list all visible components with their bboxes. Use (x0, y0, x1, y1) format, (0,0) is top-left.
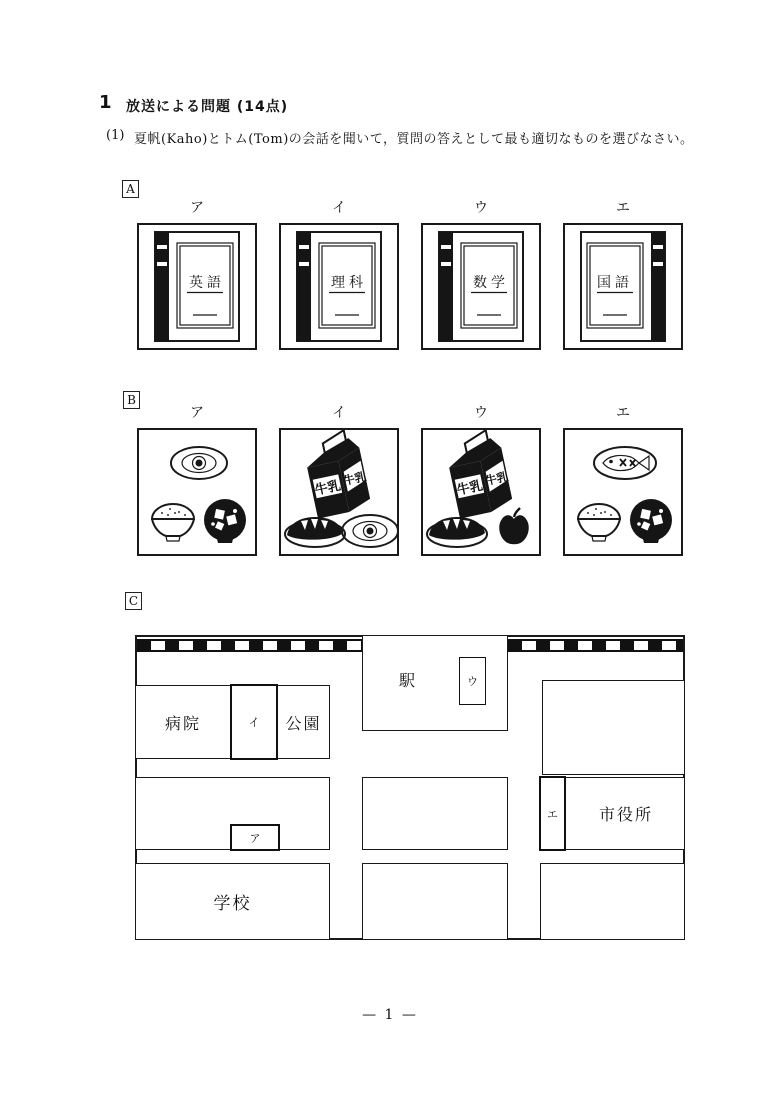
empty-block-south (362, 863, 508, 940)
book-title: 国語 (597, 275, 633, 291)
milk-carton-icon (443, 430, 515, 519)
section-a-option-key-e: エ (616, 200, 630, 216)
station-block (362, 635, 508, 731)
empty-block-center (362, 777, 508, 850)
section-a-label: A (122, 180, 139, 198)
bread-plate-icon (285, 517, 345, 547)
marker-i-label: イ (248, 716, 260, 729)
book-title: 英語 (189, 275, 225, 291)
section-b-option-key-u: ウ (474, 405, 488, 421)
book-icon (565, 225, 681, 348)
miso-soup-bowl-icon (630, 499, 672, 543)
meal-option-egg-rice-soup (137, 428, 257, 556)
book-option-japanese (563, 223, 683, 350)
book-title: 数学 (473, 275, 509, 291)
marker-box-i (230, 684, 278, 760)
city-hall-label: 市役所 (598, 805, 653, 824)
meal-option-fish-rice-soup (563, 428, 683, 556)
hospital-park-block (135, 685, 330, 759)
empty-block-northeast (542, 680, 685, 775)
railway-track-left-icon (137, 639, 362, 652)
empty-block-southeast (540, 863, 685, 940)
block-southwest (135, 777, 330, 850)
page-number: — 1 — (362, 1007, 418, 1023)
park-label: 公園 (285, 713, 322, 733)
marker-e-label: エ (547, 807, 558, 821)
fish-plate-icon (594, 447, 656, 479)
book-title: 理科 (331, 275, 367, 291)
bread-plate-icon (427, 517, 487, 547)
question-number: 1 (99, 92, 112, 113)
book-option-science (279, 223, 399, 350)
city-hall-block (540, 777, 685, 850)
section-a-option-key-a: ア (190, 200, 204, 216)
section-a-option-key-u: ウ (474, 200, 488, 216)
meal-option-milk-bread-egg (279, 428, 399, 556)
milk-carton-icon (301, 430, 373, 519)
meal-option-milk-bread-apple (421, 428, 541, 556)
fried-egg-plate-icon (342, 515, 397, 547)
book-option-math (421, 223, 541, 350)
section-b-option-key-a: ア (190, 405, 204, 421)
section-c-label: C (125, 592, 142, 610)
town-map (135, 635, 685, 940)
book-icon (423, 225, 539, 348)
fried-egg-plate-icon (171, 447, 227, 479)
rice-bowl-icon (578, 504, 620, 541)
hospital-label: 病院 (164, 713, 201, 733)
school-label: 学校 (213, 894, 252, 914)
sub-question-number: (1) (106, 128, 125, 143)
section-a-option-key-i: イ (332, 200, 346, 216)
rice-bowl-icon (152, 504, 194, 541)
apple-icon (499, 508, 529, 544)
instruction-text: 夏帆(Kaho)とトム(Tom)の会話を聞いて，質問の答えとして最も適切なものを選びなさい。 (134, 132, 694, 147)
school-block (135, 863, 330, 940)
section-b-option-key-e: エ (616, 405, 630, 421)
marker-box-e (539, 776, 566, 851)
question-title: 放送による問題 (14点) (126, 99, 289, 115)
marker-a-label: ア (249, 831, 261, 845)
miso-soup-bowl-icon (204, 499, 246, 543)
section-b-option-key-i: イ (332, 405, 346, 421)
book-icon (139, 225, 255, 348)
book-option-english (137, 223, 257, 350)
station-label: 駅 (399, 671, 418, 690)
marker-box-a (230, 824, 280, 851)
marker-box-u (459, 657, 486, 705)
railway-track-right-icon (508, 639, 683, 652)
book-icon (281, 225, 397, 348)
marker-u-label: ウ (467, 675, 478, 688)
section-b-label: B (123, 391, 140, 409)
